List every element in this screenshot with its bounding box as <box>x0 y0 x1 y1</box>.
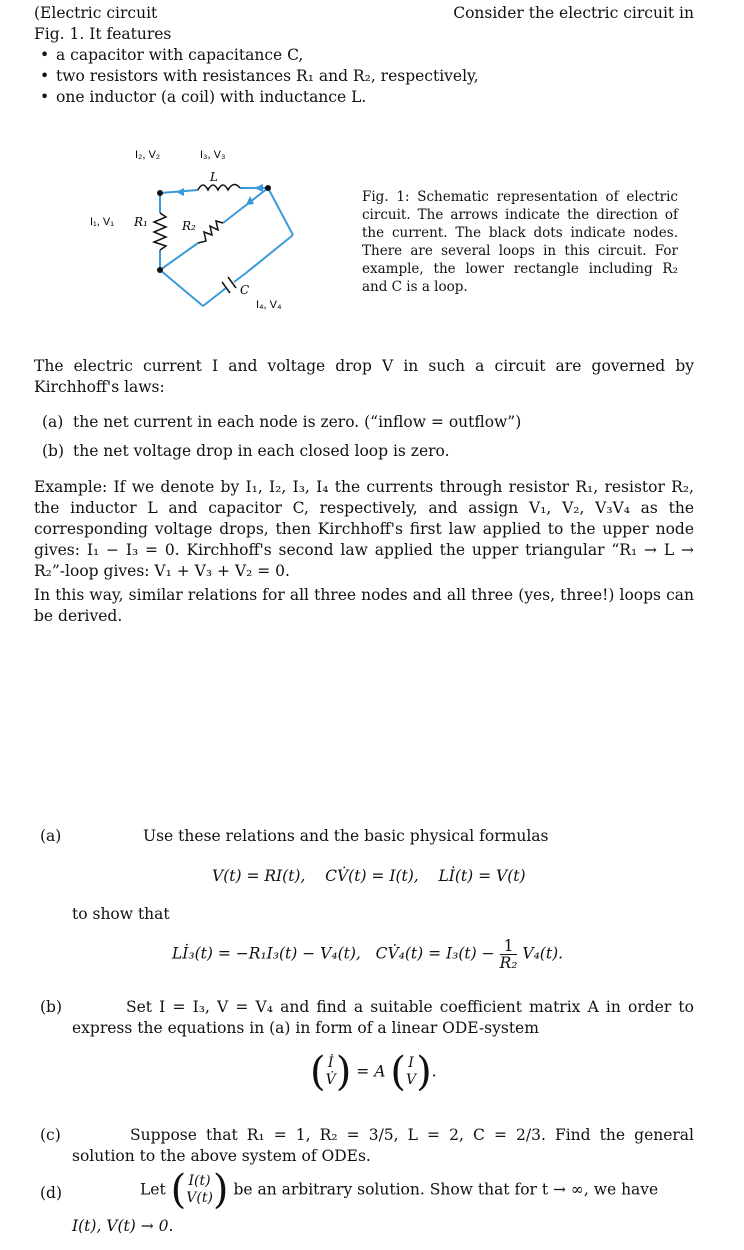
header-line2: Fig. 1. It features <box>34 25 172 43</box>
node-dot <box>265 185 271 191</box>
r2-resistor <box>198 221 223 243</box>
target-eq-2b: V₄(t). <box>522 944 564 963</box>
r1-resistor <box>154 213 166 250</box>
solution-bottom: V(t) <box>186 1190 213 1206</box>
lhs-bottom: V̇ <box>325 1072 336 1088</box>
figure-caption: Fig. 1: Schematic representation of electric circuit. The arrows indicate the direction of the current. The black dots indicate nodes. There are several loops in this circuit. For example, the lower rectangle including R₂ and C is a loop. <box>362 189 678 295</box>
inductor-coil <box>198 184 240 190</box>
task-d-line: Let ( I(t) V(t)) be an arbitrary solution. Show that for t → ∞, we have <box>140 1167 659 1213</box>
task-c-label: (c) <box>40 1126 61 1144</box>
task-d-text: be an arbitrary solution. Show that for t → ∞, we have <box>233 1180 659 1199</box>
current-arrow-icon <box>176 188 184 196</box>
target-eq-2a: CV̇₄(t) = I₃(t) − <box>375 944 495 963</box>
rhs-bottom: V <box>405 1072 417 1088</box>
features-list <box>34 45 684 108</box>
label-R2: R₂ <box>182 219 196 233</box>
label-C: C <box>240 283 250 297</box>
intro-text: The electric current I and voltage drop V in such a circuit are governed by Kirchhoff's laws: <box>34 357 694 396</box>
lhs-top: İ <box>327 1055 334 1071</box>
label-i3v3: I₃, V₃ <box>200 149 226 161</box>
ode-equals: = A <box>356 1062 386 1081</box>
task-a-text: Use these relations and the basic physical formulas <box>143 827 549 845</box>
task-a-target-equations <box>172 938 563 971</box>
label-L: L <box>210 170 218 184</box>
task-a-label: (a) <box>40 827 62 845</box>
current-arrow-icon <box>254 184 263 192</box>
wire <box>160 270 203 306</box>
task-b-label: (b) <box>40 998 63 1016</box>
header-left: (Electric circuit <box>34 4 158 22</box>
circuit-figure <box>88 138 328 328</box>
law-a: the net current in each node is zero. (“inflow = outflow”) <box>73 413 522 431</box>
label-R1: R₁ <box>134 215 148 229</box>
fraction-denominator: R₂ <box>499 954 518 972</box>
wire <box>246 235 293 273</box>
rhs-vector <box>406 1055 416 1089</box>
law-a-label: (a) <box>42 413 64 431</box>
label-i4v4: I₄, V₄ <box>256 299 282 311</box>
task-d-label: (d) <box>40 1184 63 1202</box>
task-d-let: Let <box>140 1180 166 1199</box>
target-eq-1: Lİ₃(t) = −R₁I₃(t) − V₄(t), <box>172 944 361 963</box>
lhs-vector <box>326 1055 336 1089</box>
task-b-text: Set I = I₃, V = V₄ and find a suitable coefficient matrix A in order to express the equations in (a) in form of a linear ODE-system <box>72 998 694 1037</box>
fraction-numerator: 1 <box>500 938 518 955</box>
feature-item: • a capacitor with capacitance C, <box>34 45 684 66</box>
task-c-text: Suppose that R₁ = 1, R₂ = 3/5, L = 2, C = 2/3. Find the general solution to the above system of ODEs. <box>72 1126 694 1165</box>
wire <box>203 288 226 306</box>
fraction <box>500 938 518 971</box>
law-b: the net voltage drop in each closed loop is zero. <box>73 442 450 460</box>
wire <box>234 273 246 282</box>
header-right: Consider the electric circuit in <box>453 4 694 22</box>
ode-system: ( İ V̇) = A ( I V). <box>310 1049 437 1095</box>
formula-inductor: Lİ(t) = V(t) <box>438 867 526 885</box>
ode-period: . <box>431 1062 437 1081</box>
node-dot <box>157 190 163 196</box>
solution-top: I(t) <box>188 1173 211 1189</box>
law-b-label: (b) <box>42 442 65 460</box>
node-dot <box>157 267 163 273</box>
task-a-show: to show that <box>72 905 170 923</box>
formula-capacitor: CV̇(t) = I(t), <box>325 867 419 885</box>
wire <box>268 188 293 235</box>
task-d-end: I(t), V(t) → 0. <box>72 1217 174 1235</box>
rhs-top: I <box>408 1055 414 1071</box>
task-a-formulas <box>212 866 526 887</box>
example-followup: In this way, similar relations for all three nodes and all three (yes, three!) loops can be derived. <box>34 586 694 625</box>
feature-item: • one inductor (a coil) with inductance L. <box>34 87 684 108</box>
feature-item: • two resistors with resistances R₁ and R₂, respectively, <box>34 66 684 87</box>
wire <box>223 188 268 223</box>
example-paragraph: Example: If we denote by I₁, I₂, I₃, I₄ the currents through resistor R₁, resistor R₂, the inductor L and capacitor C, respectively, and assign V₁, V₂, V₃V₄ as the corresponding voltage drops, then Kirchhoff's first law applied to the upper node gives: I₁ − I₃ = 0. Kirchhoff's second law applied the upper triangular “R₁ → L → R₂”-loop gives: V₁ + V₃ + V₂ = 0. <box>34 478 694 580</box>
formula-ohm: V(t) = RI(t), <box>212 867 306 885</box>
solution-vector <box>186 1173 213 1207</box>
label-i2v2: I₂, V₂ <box>135 149 161 161</box>
label-i1v1: I₁, V₁ <box>90 216 114 228</box>
